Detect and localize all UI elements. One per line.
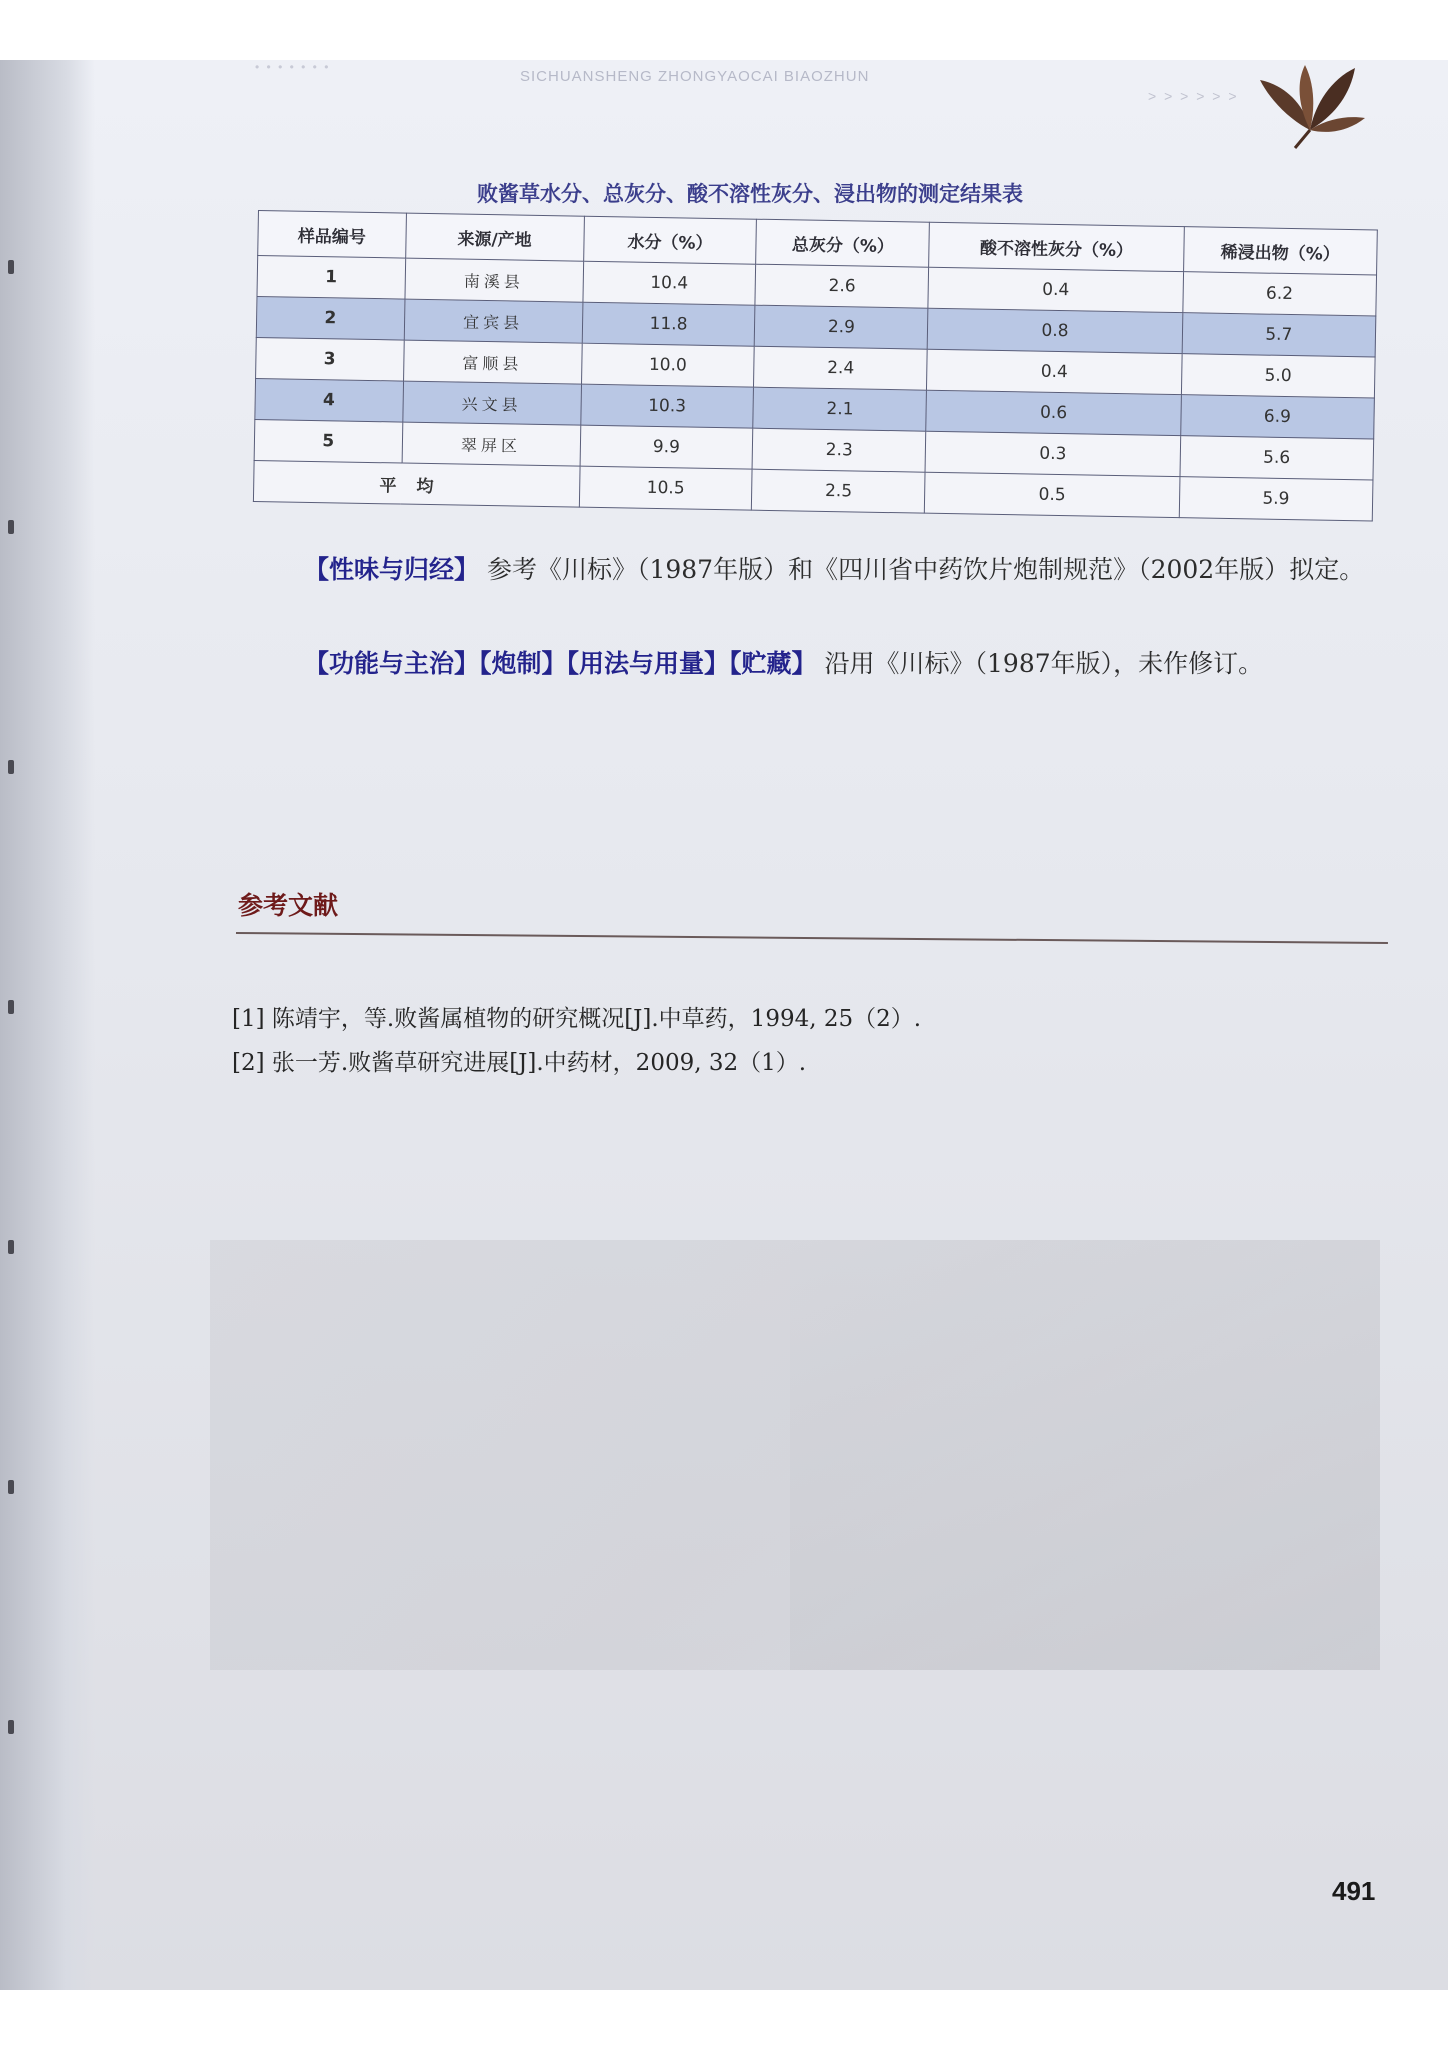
running-header: SICHUANSHENG ZHONGYAOCAI BIAOZHUN [520, 68, 870, 85]
show-through-shadow [790, 1240, 1380, 1670]
extract-average: 5.9 [1179, 477, 1373, 521]
moisture-value: 10.0 [581, 343, 755, 387]
reference-item: [1] 陈靖宇，等.败酱属植物的研究概况[J].中草药，1994, 25（2）. [232, 1006, 922, 1032]
moisture-value: 9.9 [580, 425, 754, 469]
moisture-value: 10.3 [580, 384, 754, 428]
total-ash-value: 2.6 [755, 264, 929, 308]
header-decor-right: > > > > > > [1148, 88, 1239, 104]
sample-origin: 宜宾县 [404, 299, 583, 343]
sample-id: 2 [256, 296, 404, 340]
book-page [0, 60, 1448, 1990]
functions-text: 沿用《川标》（1987年版），未作修订。 [824, 649, 1264, 678]
acid-ash-value: 0.6 [926, 390, 1181, 435]
reference-item: [2] 张一芳.败酱草研究进展[J].中药材，2009, 32（1）. [232, 1050, 807, 1076]
extract-value: 5.6 [1180, 436, 1374, 480]
nature-heading: 【性味与归经】 [304, 555, 480, 584]
column-header: 水分（%） [583, 216, 757, 264]
column-header: 总灰分（%） [756, 219, 930, 267]
binding-holes [8, 260, 22, 1960]
page-number: 491 [1332, 1876, 1376, 1906]
references-heading: 参考文献 [238, 891, 339, 920]
usage-heading: 【用法与用量】 [566, 649, 730, 678]
extract-value: 6.9 [1180, 395, 1374, 439]
header-decor-left: • • • • • • • [255, 60, 331, 74]
moisture-value: 10.4 [582, 261, 756, 305]
acid-ash-value: 0.4 [928, 267, 1183, 312]
functions-heading: 【功能与主治】 [304, 649, 480, 678]
leaf-icon [1250, 60, 1370, 150]
total-ash-value: 2.4 [754, 346, 928, 390]
sample-origin: 兴文县 [402, 381, 581, 425]
extract-value: 5.7 [1182, 313, 1376, 357]
total-ash-value: 2.3 [752, 428, 926, 472]
sample-origin: 翠屏区 [402, 422, 581, 466]
total-ash-value: 2.1 [753, 387, 927, 431]
acid-ash-value: 0.4 [927, 349, 1182, 394]
column-header: 稀浸出物（%） [1183, 227, 1377, 275]
column-header: 样品编号 [258, 211, 406, 259]
processing-heading: 【炮制】 [479, 649, 567, 678]
table-title: 败酱草水分、总灰分、酸不溶性灰分、浸出物的测定结果表 [477, 181, 1023, 206]
acid-ash-average: 0.5 [925, 472, 1180, 517]
average-label: 平均 [253, 460, 579, 507]
functions-paragraph [248, 642, 1378, 686]
extract-value: 6.2 [1183, 272, 1377, 316]
moisture-value: 11.8 [582, 302, 756, 346]
nature-text: 参考《川标》（1987年版）和《四川省中药饮片炮制规范》（2002年版）拟定。 [486, 555, 1365, 584]
extract-value: 5.0 [1181, 354, 1375, 398]
column-header: 酸不溶性灰分（%） [929, 222, 1184, 271]
moisture-average: 10.5 [579, 466, 753, 510]
acid-ash-value: 0.3 [925, 431, 1180, 476]
storage-heading: 【贮藏】 [729, 649, 817, 678]
sample-id: 4 [255, 378, 403, 422]
sample-origin: 富顺县 [403, 340, 582, 384]
column-header: 来源/产地 [405, 213, 584, 261]
sample-id: 1 [257, 256, 405, 300]
total-ash-value: 2.9 [755, 305, 929, 349]
results-table [253, 210, 1378, 522]
sample-origin: 南溪县 [404, 258, 583, 302]
references-divider [236, 932, 1388, 944]
acid-ash-value: 0.8 [928, 308, 1183, 353]
total-ash-average: 2.5 [752, 469, 926, 513]
nature-paragraph [248, 548, 1378, 592]
sample-id: 5 [254, 419, 402, 463]
sample-id: 3 [256, 337, 404, 381]
